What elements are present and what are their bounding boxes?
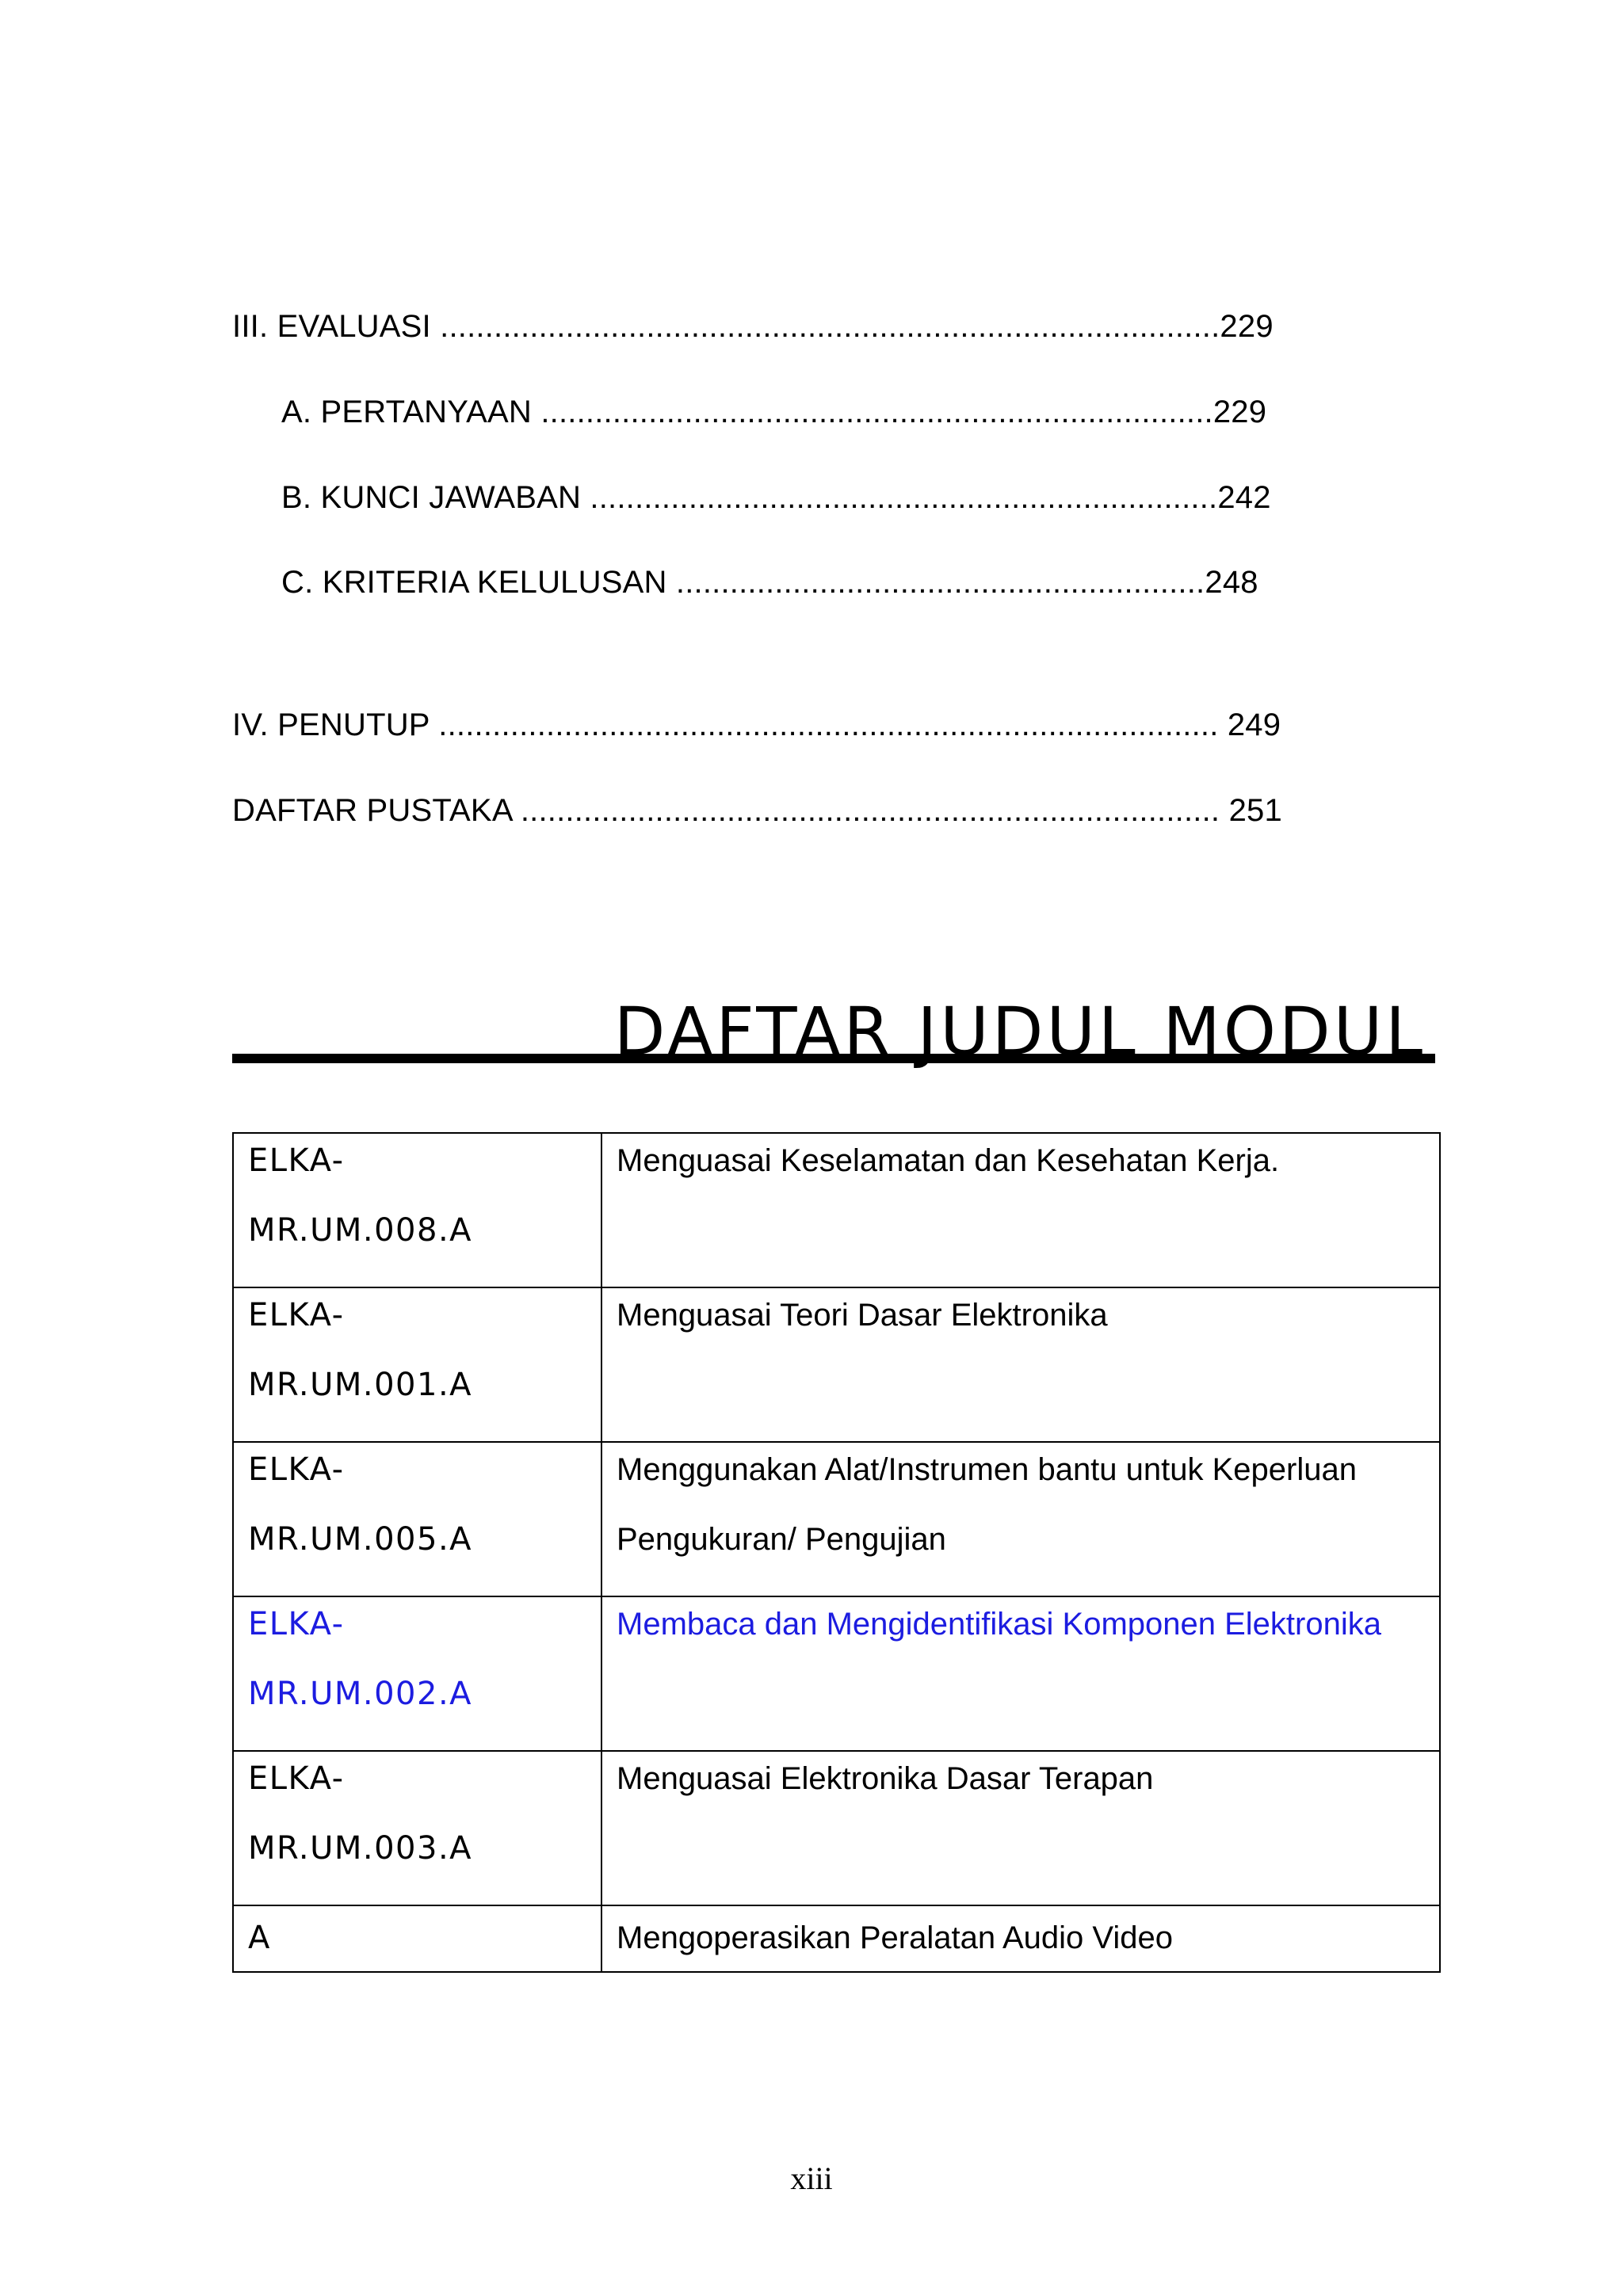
- section-heading-text: DAFTAR JUDUL MODUL: [613, 993, 1426, 1070]
- module-code-line: ELKA-: [248, 1606, 345, 1642]
- toc-page-number: 229: [1220, 309, 1274, 344]
- module-code-line: MR.UM.003.A: [248, 1830, 473, 1867]
- table-row: [233, 1442, 1440, 1596]
- toc-entry-penutup: [232, 706, 1281, 744]
- module-code-cell: [233, 1287, 601, 1442]
- module-title-cell: [601, 1133, 1440, 1287]
- module-code-line: ELKA-: [248, 1142, 345, 1179]
- section-heading: [232, 992, 1435, 1071]
- toc-label: B. KUNCI JAWABAN: [281, 480, 582, 515]
- toc-page-number: 229: [1212, 395, 1267, 429]
- table-row: [233, 1905, 1440, 1972]
- module-code-cell: [233, 1442, 601, 1596]
- toc-entry-kunci-jawaban: [281, 479, 1271, 517]
- toc-leader-dots: ......................................................................: [581, 480, 1218, 515]
- module-code-line: MR.UM.001.A: [248, 1367, 473, 1403]
- toc-page-number: 242: [1217, 480, 1271, 515]
- module-code-line: MR.UM.002.A: [248, 1676, 473, 1712]
- toc-leader-dots: .......................................................................................: [430, 309, 1220, 344]
- module-code-line: A: [248, 1920, 271, 1956]
- toc-entry-kriteria-kelulusan: [281, 563, 1258, 601]
- module-title-line: Pengukuran/ Pengujian: [617, 1522, 946, 1557]
- module-title-line: Mengoperasikan Peralatan Audio Video: [617, 1920, 1173, 1955]
- toc-leader-dots: ..............................................................................: [511, 793, 1229, 828]
- table-row: [233, 1751, 1440, 1905]
- toc-page-number: 251: [1228, 793, 1282, 828]
- toc-label: IV. PENUTUP: [232, 707, 430, 742]
- module-title-line: Menguasai Teori Dasar Elektronika: [617, 1298, 1108, 1333]
- module-code-line: ELKA-: [248, 1297, 345, 1333]
- toc-leader-dots: ...........................................................................: [532, 395, 1213, 429]
- toc-entry-evaluasi: [232, 307, 1274, 345]
- toc-page-number: 248: [1205, 565, 1258, 600]
- module-title-cell: [601, 1442, 1440, 1596]
- module-title-cell: [601, 1751, 1440, 1905]
- module-code-cell: [233, 1905, 601, 1972]
- toc-leader-dots: .......................................................................................: [429, 707, 1228, 742]
- toc-leader-dots: ...........................................................: [666, 565, 1205, 600]
- module-code-line: ELKA-: [248, 1760, 345, 1797]
- toc-label: C. KRITERIA KELULUSAN: [281, 565, 667, 600]
- toc-label: A. PERTANYAAN: [281, 395, 533, 429]
- module-code-cell: [233, 1596, 601, 1751]
- toc-entry-pertanyaan: [281, 393, 1266, 431]
- toc-label: III. EVALUASI: [232, 309, 431, 344]
- module-title-cell: [601, 1905, 1440, 1972]
- module-code-cell: [233, 1751, 601, 1905]
- toc-entry-daftar-pustaka: [232, 791, 1282, 830]
- toc-page-number: 249: [1227, 707, 1281, 742]
- table-row: [233, 1287, 1440, 1442]
- module-code-line: ELKA-: [248, 1451, 345, 1488]
- module-code-line: MR.UM.008.A: [248, 1212, 473, 1249]
- module-title-line: Menggunakan Alat/Instrumen bantu untuk Keperluan: [617, 1452, 1357, 1487]
- module-title-line: Membaca dan Mengidentifikasi Komponen Elektronika: [617, 1607, 1381, 1642]
- module-title-line: Menguasai Elektronika Dasar Terapan: [617, 1761, 1154, 1796]
- table-row: [233, 1133, 1440, 1287]
- module-code-cell: [233, 1133, 601, 1287]
- module-code-line: MR.UM.005.A: [248, 1521, 473, 1558]
- module-table: [232, 1132, 1441, 1973]
- module-title-line: Menguasai Keselamatan dan Kesehatan Kerja.: [617, 1143, 1280, 1178]
- module-title-cell: [601, 1596, 1440, 1751]
- page-number: xiii: [790, 2161, 833, 2196]
- module-title-cell: [601, 1287, 1440, 1442]
- table-row-highlighted: [233, 1596, 1440, 1751]
- toc-label: DAFTAR PUSTAKA: [232, 793, 512, 828]
